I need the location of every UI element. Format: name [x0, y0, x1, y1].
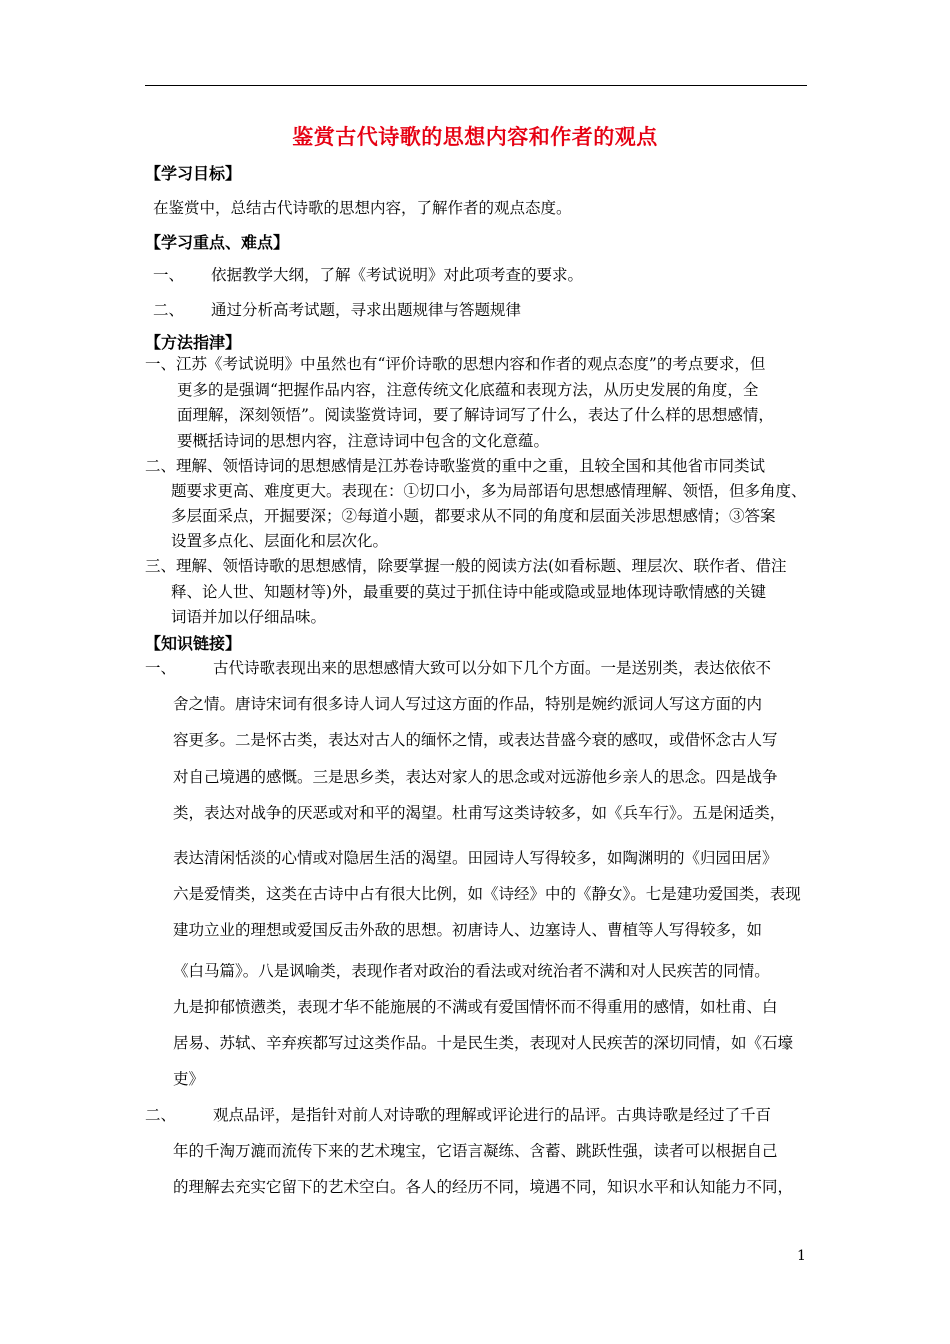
knowledge-item-2-num: 二、: [145, 1106, 177, 1124]
method-line: 词语并加以仔细品味。: [171, 608, 327, 626]
knowledge-line: 年的千淘万漉而流传下来的艺术瑰宝，它语言凝练、含蓄、跳跃性强，读者可以根据自己: [173, 1142, 778, 1160]
header-rule: [145, 85, 807, 86]
key-item-1-num: 一、: [153, 266, 185, 284]
method-line: 三、理解、领悟诗歌的思想感情，除要掌握一般的阅读方法(如看标题、理层次、联作者、借注: [145, 557, 787, 575]
method-line: 题要求更高、难度更大。表现在：①切口小，多为局部语句思想感情理解、领悟，但多角度、: [171, 482, 807, 500]
knowledge-line: 类，表达对战争的厌恶或对和平的渴望。杜甫写这类诗较多，如《兵车行》。五是闲适类，: [173, 804, 786, 822]
method-line: 更多的是强调“把握作品内容，注意传统文化底蕴和表现方法，从历史发展的角度，全: [177, 381, 759, 399]
knowledge-line: 的理解去充实它留下的艺术空白。各人的经历不同，境遇不同，知识水平和认知能力不同，: [173, 1178, 794, 1196]
method-line: 多层面采点，开掘要深；②每道小题，都要求从不同的角度和层面关涉思想感情；③答案: [171, 507, 776, 525]
method-line: 一、江苏《考试说明》中虽然也有“评价诗歌的思想内容和作者的观点态度”的考点要求，但: [145, 355, 766, 373]
key-item-1-text: 依据教学大纲，了解《考试说明》对此项考查的要求。: [211, 266, 584, 284]
method-line: 面理解，深刻领悟”。阅读鉴赏诗词，要了解诗词写了什么，表达了什么样的思想感情，: [177, 406, 774, 424]
method-line: 设置多点化、层面化和层次化。: [171, 532, 389, 550]
knowledge-line: 居易、苏轼、辛弃疾都写过这类作品。十是民生类，表现对人民疾苦的深切同情，如《石壕: [173, 1034, 794, 1052]
heading-method: 【方法指津】: [145, 333, 242, 352]
key-item-2-num: 二、: [153, 301, 185, 319]
method-line: 二、理解、领悟诗词的思想感情是江苏卷诗歌鉴赏的重中之重，且较全国和其他省市同类试: [145, 457, 766, 475]
knowledge-line: 《白马篇》。八是讽喻类，表现作者对政治的看法或对统治者不满和对人民疾苦的同情。: [173, 962, 770, 980]
heading-key: 【学习重点、难点】: [145, 233, 290, 252]
knowledge-item-1-num: 一、: [145, 659, 177, 677]
knowledge-line: 表达清闲恬淡的心情或对隐居生活的渴望。田园诗人写得较多，如陶渊明的《归园田居》: [173, 849, 778, 867]
page-number: 1: [797, 1248, 806, 1264]
method-line: 释、论人世、知题材等)外，最重要的莫过于抓住诗中能或隐或显地体现诗歌情感的关键: [171, 583, 767, 601]
key-item-2-text: 通过分析高考试题，寻求出题规律与答题规律: [211, 301, 522, 319]
method-line: 要概括诗词的思想内容，注意诗词中包含的文化意蕴。: [177, 432, 550, 450]
knowledge-line: 建功立业的理想或爱国反击外敌的思想。初唐诗人、边塞诗人、曹植等人写得较多，如: [173, 921, 763, 939]
knowledge-line: 吏》: [173, 1070, 205, 1088]
knowledge-line: 对自己境遇的感慨。三是思乡类，表达对家人的思念或对远游他乡亲人的思念。四是战争: [173, 768, 778, 786]
goal-line: 在鉴赏中，总结古代诗歌的思想内容，了解作者的观点态度。: [153, 199, 572, 217]
heading-goal: 【学习目标】: [145, 164, 242, 183]
knowledge-line: 九是抑郁愤懑类，表现才华不能施展的不满或有爱国情怀而不得重用的感情，如杜甫、白: [173, 998, 778, 1016]
page-title: 鉴赏古代诗歌的思想内容和作者的观点: [292, 124, 658, 149]
heading-knowledge: 【知识链接】: [145, 634, 242, 653]
knowledge-line: 观点品评，是指针对前人对诗歌的理解或评论进行的品评。古典诗歌是经过了千百: [213, 1106, 772, 1124]
knowledge-line: 舍之情。唐诗宋词有很多诗人词人写过这方面的作品，特别是婉约派词人写这方面的内: [173, 695, 763, 713]
knowledge-line: 六是爱情类，这类在古诗中占有很大比例，如《诗经》中的《静女》。七是建功爱国类，表现: [173, 885, 801, 903]
knowledge-line: 古代诗歌表现出来的思想感情大致可以分如下几个方面。一是送别类，表达依依不: [213, 659, 772, 677]
knowledge-line: 容更多。二是怀古类，表达对古人的缅怀之情，或表达昔盛今衰的感叹，或借怀念古人写: [173, 731, 778, 749]
